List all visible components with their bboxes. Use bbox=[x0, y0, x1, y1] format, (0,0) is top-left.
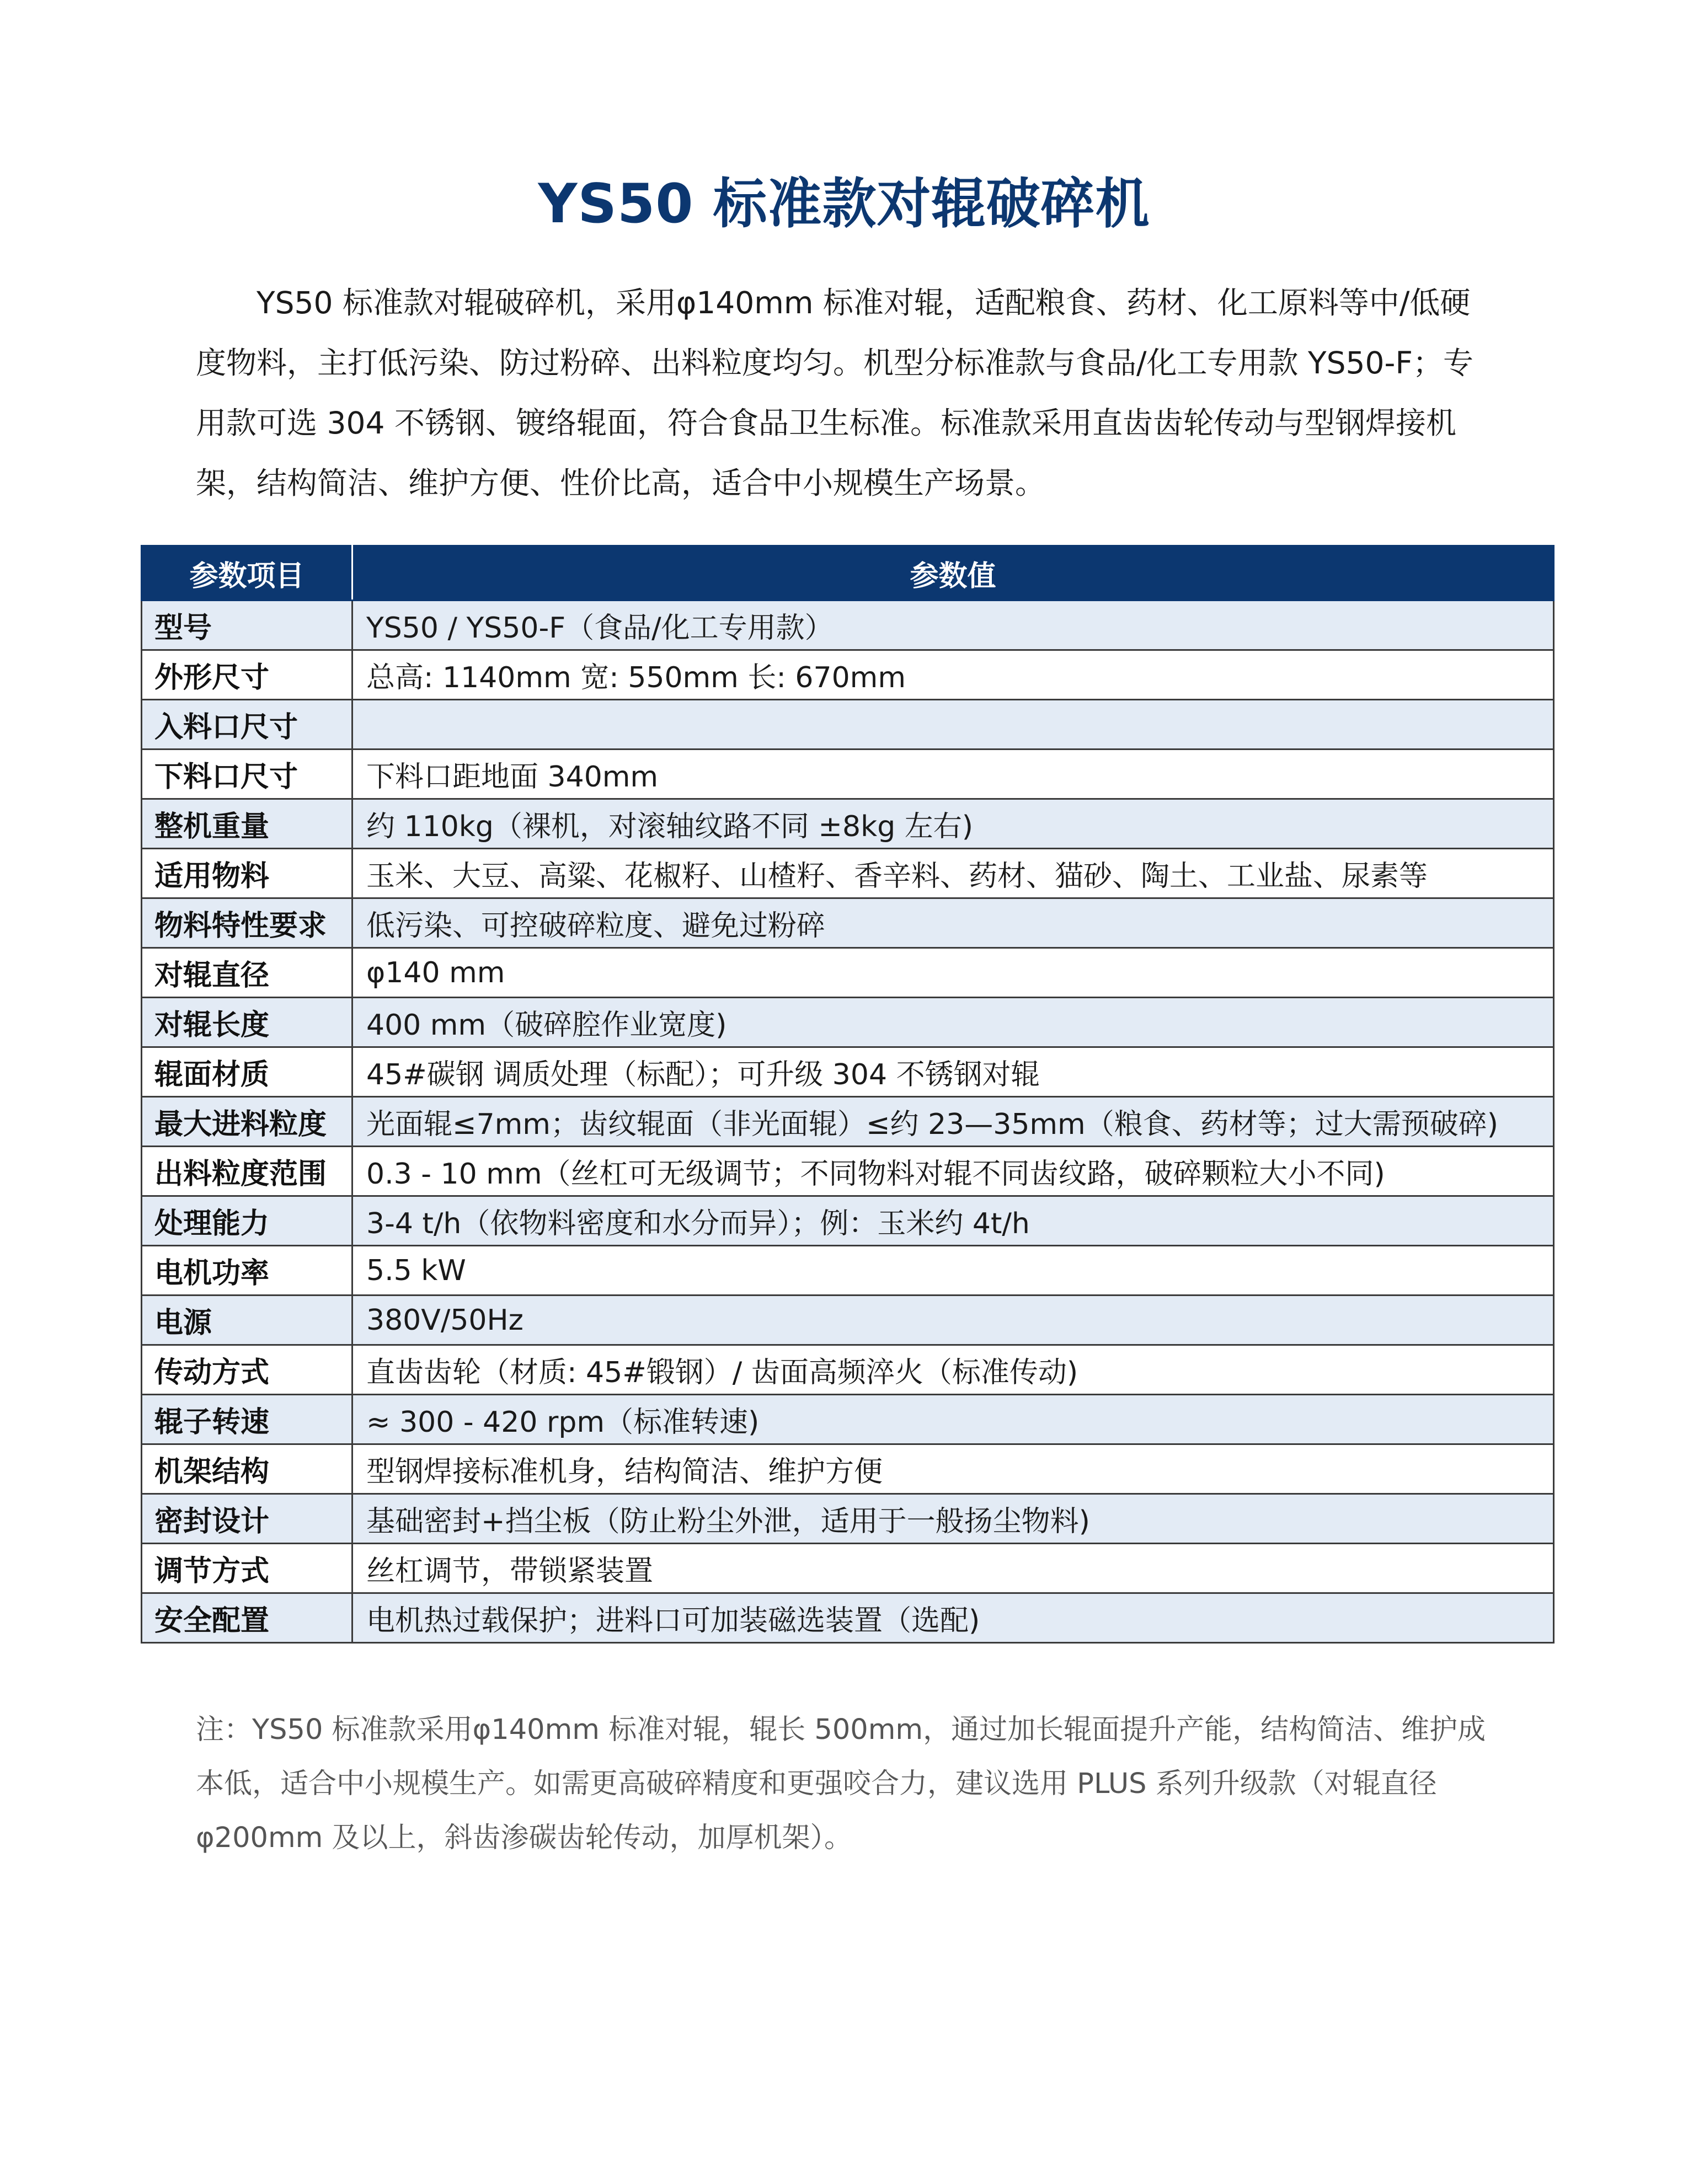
table-row bbox=[142, 1494, 1554, 1544]
spec-table-header bbox=[142, 546, 1554, 601]
table-row bbox=[142, 1395, 1554, 1444]
param-value: 直齿齿轮（材质: 45#锻钢）/ 齿面高频淬火（标准传动) bbox=[352, 1345, 1554, 1395]
table-row bbox=[142, 1345, 1554, 1395]
param-name: 传动方式 bbox=[142, 1345, 352, 1395]
table-row bbox=[142, 799, 1554, 849]
param-value: 0.3 - 10 mm（丝杠可无级调节；不同物料对辊不同齿纹路，破碎颗粒大小不同) bbox=[352, 1147, 1554, 1196]
param-value: 低污染、可控破碎粒度、避免过粉碎 bbox=[352, 898, 1554, 948]
header-row bbox=[142, 546, 1554, 601]
param-value: 400 mm（破碎腔作业宽度) bbox=[352, 998, 1554, 1047]
table-row bbox=[142, 700, 1554, 750]
table-row bbox=[142, 849, 1554, 898]
param-value: 3-4 t/h（依物料密度和水分而异）；例：玉米约 4t/h bbox=[352, 1196, 1554, 1246]
param-name: 对辊直径 bbox=[142, 948, 352, 998]
header-param-value: 参数值 bbox=[352, 546, 1554, 601]
spec-table bbox=[141, 545, 1555, 1644]
param-value: 45#碳钢 调质处理（标配）；可升级 304 不锈钢对辊 bbox=[352, 1047, 1554, 1097]
param-name: 调节方式 bbox=[142, 1544, 352, 1593]
table-row bbox=[142, 650, 1554, 700]
param-name: 电机功率 bbox=[142, 1246, 352, 1296]
param-name: 辊子转速 bbox=[142, 1395, 352, 1444]
table-row bbox=[142, 1196, 1554, 1246]
table-row bbox=[142, 1444, 1554, 1494]
page-title: YS50 标准款对辊破碎机 bbox=[538, 173, 1150, 235]
table-row bbox=[142, 998, 1554, 1047]
param-value: 约 110kg（裸机，对滚轴纹路不同 ±8kg 左右) bbox=[352, 799, 1554, 849]
param-name: 物料特性要求 bbox=[142, 898, 352, 948]
param-value: YS50 / YS50-F（食品/化工专用款） bbox=[352, 601, 1554, 650]
param-name: 辊面材质 bbox=[142, 1047, 352, 1097]
param-name: 型号 bbox=[142, 601, 352, 650]
param-value: 总高: 1140mm 宽: 550mm 长: 670mm bbox=[352, 650, 1554, 700]
param-value: 电机热过载保护；进料口可加装磁选装置（选配) bbox=[352, 1593, 1554, 1643]
header-param-item: 参数项目 bbox=[142, 546, 352, 601]
table-row bbox=[142, 1047, 1554, 1097]
param-name: 入料口尺寸 bbox=[142, 700, 352, 750]
param-value: 型钢焊接标准机身，结构简洁、维护方便 bbox=[352, 1444, 1554, 1494]
intro-paragraph: YS50 标准款对辊破碎机，采用φ140mm 标准对辊，适配粮食、药材、化工原料等中/低硬度物料，主打低污染、防过粉碎、出料粒度均匀。机型分标准款与食品/化工专用款 YS50-F；专用款可选 304 不锈钢、镀络辊面，符合食品卫生标准。标准款采用直齿齿轮传动与型钢焊接机架，结构简洁、维护方便、性价比高，适合中小规模生产场景。 bbox=[196, 285, 1473, 501]
param-value: 下料口距地面 340mm bbox=[352, 750, 1554, 799]
footnote: 注：YS50 标准款采用φ140mm 标准对辊，辊长 500mm，通过加长辊面提升产能，结构简洁、维护成本低，适合中小规模生产。如需更高破碎精度和更强咬合力，建议选用 PLUS 系列升级款（对辊直径φ200mm 及以上，斜齿渗碳齿轮传动，加厚机架）。 bbox=[196, 1714, 1486, 1854]
param-name: 整机重量 bbox=[142, 799, 352, 849]
table-row bbox=[142, 1097, 1554, 1147]
param-value: 玉米、大豆、高粱、花椒籽、山楂籽、香辛料、药材、猫砂、陶土、工业盐、尿素等 bbox=[352, 849, 1554, 898]
param-name: 对辊长度 bbox=[142, 998, 352, 1047]
spec-table-body bbox=[142, 601, 1554, 1643]
param-value: 基础密封+挡尘板（防止粉尘外泄，适用于一般扬尘物料) bbox=[352, 1494, 1554, 1544]
param-value: 5.5 kW bbox=[352, 1246, 1554, 1296]
param-value: 丝杠调节，带锁紧装置 bbox=[352, 1544, 1554, 1593]
table-row bbox=[142, 1246, 1554, 1296]
table-row bbox=[142, 1593, 1554, 1643]
table-row bbox=[142, 898, 1554, 948]
param-value: 380V/50Hz bbox=[352, 1296, 1554, 1345]
param-name: 出料粒度范围 bbox=[142, 1147, 352, 1196]
param-name: 电源 bbox=[142, 1296, 352, 1345]
param-name: 机架结构 bbox=[142, 1444, 352, 1494]
param-name: 下料口尺寸 bbox=[142, 750, 352, 799]
param-name: 处理能力 bbox=[142, 1196, 352, 1246]
param-name: 最大进料粒度 bbox=[142, 1097, 352, 1147]
param-name: 适用物料 bbox=[142, 849, 352, 898]
param-value: 光面辊≤7mm；齿纹辊面（非光面辊）≤约 23—35mm（粮食、药材等；过大需预破碎) bbox=[352, 1097, 1554, 1147]
table-row bbox=[142, 1296, 1554, 1345]
param-value: ≈ 300 - 420 rpm（标准转速) bbox=[352, 1395, 1554, 1444]
param-value: φ140 mm bbox=[352, 948, 1554, 998]
param-name: 密封设计 bbox=[142, 1494, 352, 1544]
param-name: 安全配置 bbox=[142, 1593, 352, 1643]
table-row bbox=[142, 601, 1554, 650]
table-row bbox=[142, 1544, 1554, 1593]
param-value bbox=[352, 700, 1554, 750]
table-row bbox=[142, 948, 1554, 998]
param-name: 外形尺寸 bbox=[142, 650, 352, 700]
table-row bbox=[142, 750, 1554, 799]
table-row bbox=[142, 1147, 1554, 1196]
